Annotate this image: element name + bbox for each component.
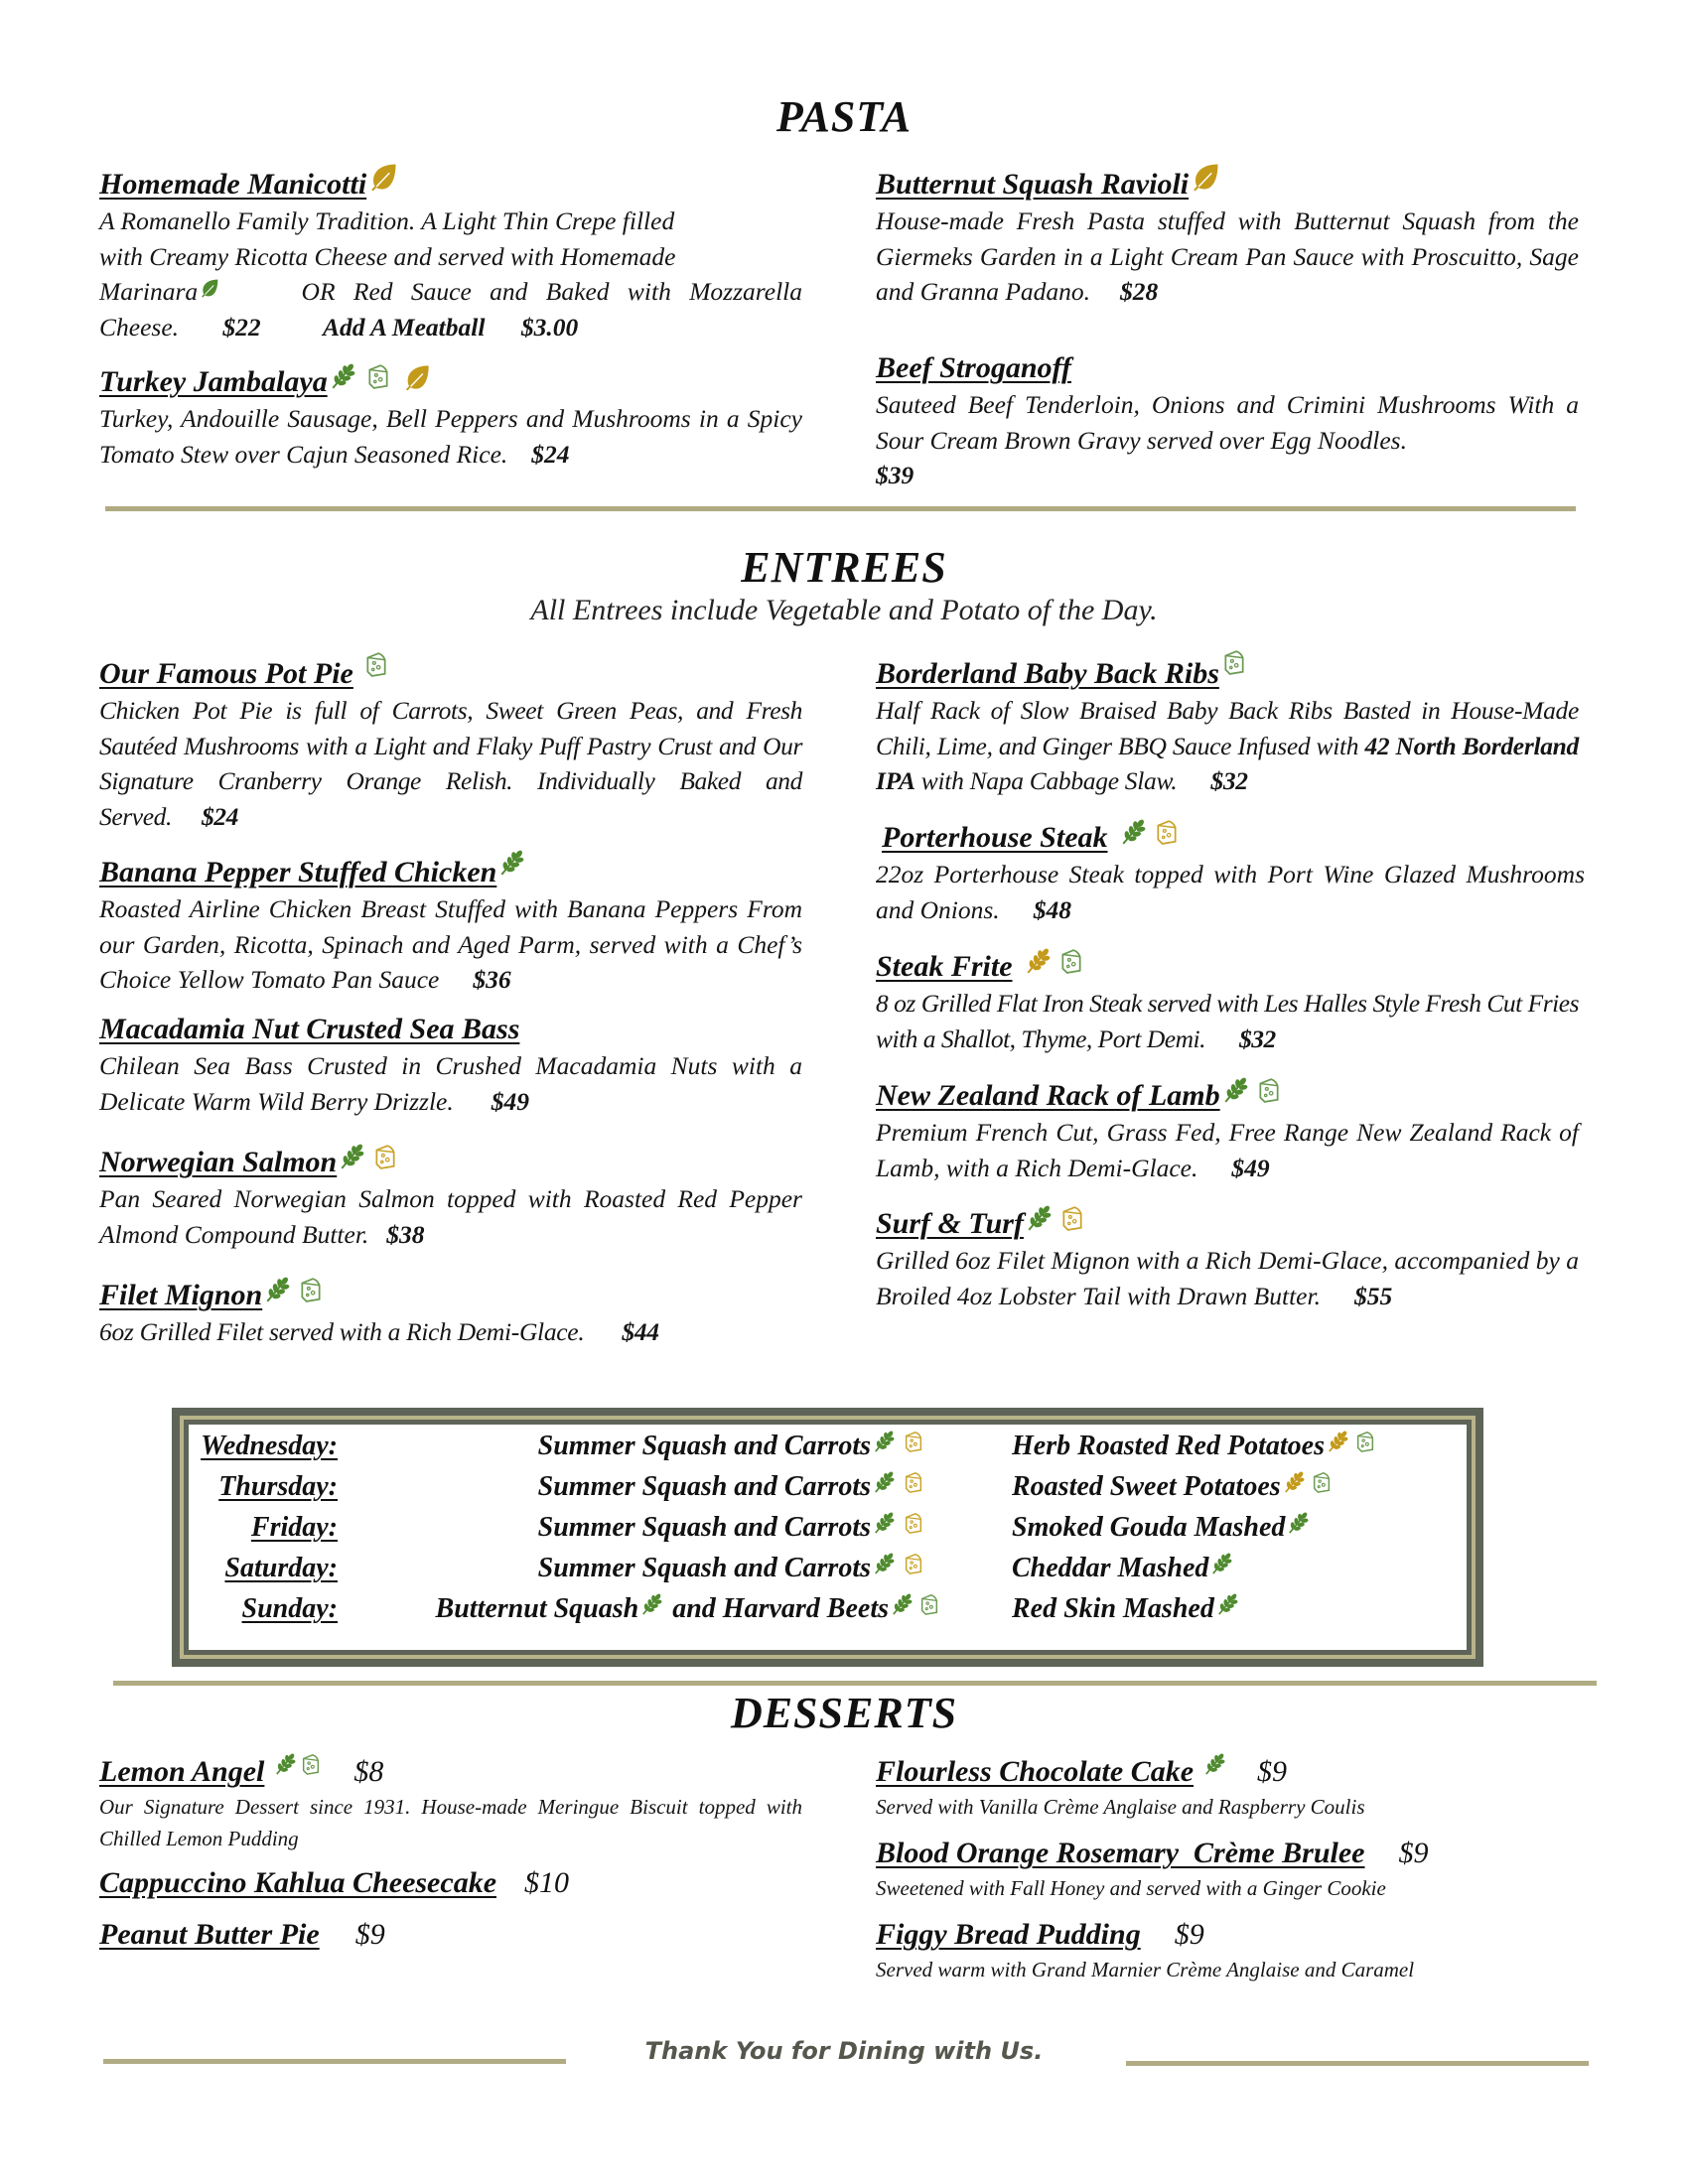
desc-text: Chicken Pot Pie is full of Carrots, Sweet Green Peas, and Fresh Sautéed Mushrooms with a Light and Flaky Puff Pastry Crust and Our Signature Cranberry Orange Relish. Individually Baked and Served. <box>99 696 802 831</box>
leaf-icon <box>1191 162 1220 192</box>
wheat-icon <box>498 850 524 876</box>
section-heading-desserts: DESSERTS <box>730 1689 958 1737</box>
item-price: $36 <box>473 965 511 994</box>
item-description <box>876 1115 1579 1185</box>
item-name: Butternut Squash Ravioli <box>876 168 1190 201</box>
desc-text: Pan Seared Norwegian Salmon topped with Roasted Red Pepper Almond Compound Butter. <box>99 1184 802 1249</box>
item-price: $9 <box>1398 1837 1429 1869</box>
item-description: Our Signature Dessert since 1931. House-made Meringue Biscuit topped with Chilled Lemon Pudding <box>99 1795 802 1850</box>
menu-item-porterhouse-steak <box>876 819 1585 927</box>
item-price: $32 <box>1210 766 1248 795</box>
item-name: Beef Stroganoff <box>876 351 1071 384</box>
item-description <box>876 857 1585 927</box>
item-description: Served warm with Grand Marnier Crème Anglaise and Caramel <box>876 1958 1415 1981</box>
wheat-icon <box>1025 948 1051 974</box>
wheat-icon <box>891 1593 913 1615</box>
item-price: $38 <box>386 1219 425 1249</box>
desc-text: Chilean Sea Bass Crusted in Crushed Macadamia Nuts with a Delicate Warm Wild Berry Drizzle. <box>99 1051 802 1116</box>
wheat-icon <box>1120 819 1146 845</box>
potato-name: Smoked Gouda Mashed <box>1012 1512 1286 1543</box>
potato-of-day <box>1012 1593 1238 1625</box>
potato-name: Herb Roasted Red Potatoes <box>1012 1431 1325 1461</box>
item-name: Cappuccino Kahlua Cheesecake <box>99 1866 497 1899</box>
desc-text: Turkey, Andouille Sausage, Bell Peppers and Mushrooms in a Spicy Tomato Stew over Cajun Seasoned Rice. <box>99 404 802 469</box>
cheese-icon <box>363 651 389 677</box>
desc-text: Sauteed Beef Tenderloin, Onions and Crimini Mushrooms With a Sour Cream Brown Gravy served over Egg Noodles. <box>876 390 1579 455</box>
vegetable-name: Summer Squash and Carrots <box>537 1471 871 1502</box>
desc-text: 22oz Porterhouse Steak topped with Port Wine Glazed Mushrooms and Onions. <box>876 860 1585 924</box>
item-description <box>876 693 1579 799</box>
menu-item-peanut-butter-pie <box>99 1916 802 1954</box>
entrees-subtitle: All Entrees include Vegetable and Potato of the Day. <box>530 594 1158 626</box>
item-name: Borderland Baby Back Ribs <box>876 657 1219 690</box>
item-description <box>99 401 802 472</box>
cheese-icon <box>1058 948 1084 974</box>
item-name: Steak Frite <box>876 950 1013 983</box>
item-price: $22 <box>222 312 261 341</box>
vegetable-of-day <box>538 1431 924 1462</box>
cheese-icon <box>903 1553 924 1574</box>
menu-item-blood-orange-rosemary-creme-brulee <box>876 1835 1579 1904</box>
desc-text: House-made Fresh Pasta stuffed with Butternut Squash from the Giermeks Garden in a Light Cream Pan Sauce with Proscuitto, Sage and Granna Padano. <box>876 206 1579 306</box>
item-price: $48 <box>1033 894 1071 924</box>
item-description: Sweetened with Fall Honey and served with a Ginger Cookie <box>876 1876 1386 1900</box>
vegetable-of-day <box>538 1471 924 1503</box>
cheese-icon <box>1059 1205 1085 1231</box>
cheese-icon <box>365 363 391 389</box>
menu-item-beef-stroganoff <box>876 349 1579 493</box>
potato-name: Red Skin Mashed <box>1012 1593 1214 1624</box>
item-name: Turkey Jambalaya <box>99 365 328 398</box>
desc-line <box>99 310 802 345</box>
item-price: $49 <box>1231 1153 1270 1182</box>
wheat-icon <box>274 1753 296 1775</box>
sides-row-friday <box>189 1512 1467 1552</box>
desc-fragment: Cheese. <box>99 312 180 341</box>
menu-item-new-zealand-rack-of-lamb <box>876 1077 1579 1185</box>
vegetable-name: Butternut Squash <box>435 1593 639 1624</box>
wheat-icon <box>1287 1512 1309 1534</box>
wheat-icon <box>1026 1205 1052 1231</box>
addon-price: $3.00 <box>520 312 579 341</box>
wheat-icon <box>1222 1077 1248 1103</box>
item-description <box>99 693 802 834</box>
wheat-icon <box>1216 1593 1238 1615</box>
wheat-icon <box>640 1593 662 1615</box>
wheat-icon <box>873 1431 895 1452</box>
wheat-icon <box>1210 1553 1232 1574</box>
wheat-icon <box>1327 1431 1348 1452</box>
item-price: $8 <box>353 1755 384 1788</box>
wheat-icon <box>1283 1471 1305 1493</box>
wheat-icon <box>339 1144 364 1169</box>
item-name: Blood Orange Rosemary Crème Brulee <box>876 1837 1365 1869</box>
item-name: Peanut Butter Pie <box>99 1918 320 1951</box>
cheese-icon <box>903 1471 924 1493</box>
item-description <box>876 387 1579 493</box>
day-label: Sunday: <box>241 1593 338 1624</box>
day-label: Wednesday: <box>201 1431 338 1461</box>
desc-fragment: OR Red Sauce and Baked with Mozzarella <box>301 277 802 306</box>
desc-line: with Creamy Ricotta Cheese and served with Homemade <box>99 241 676 271</box>
menu-item-cappuccino-kahlua-cheesecake <box>99 1864 802 1902</box>
sides-row-wednesday <box>189 1431 1467 1470</box>
item-price: $39 <box>876 461 914 489</box>
cheese-icon <box>903 1512 924 1534</box>
vegetable-name: Summer Squash and Carrots <box>537 1512 871 1543</box>
item-price: $9 <box>354 1918 385 1951</box>
cheese-icon <box>372 1144 398 1169</box>
item-price: $55 <box>1353 1281 1393 1310</box>
cheese-icon <box>1256 1077 1282 1103</box>
item-name: Figgy Bread Pudding <box>876 1918 1141 1951</box>
cheese-icon <box>918 1593 940 1615</box>
sides-row-thursday <box>189 1471 1467 1511</box>
item-name: Porterhouse Steak <box>882 821 1108 854</box>
vegetable-name: and Harvard Beets <box>672 1593 889 1624</box>
desc-text: Grilled 6oz Filet Mignon with a Rich Demi-Glace, accompanied by a Broiled 4oz Lobster Tail with Drawn Butter. <box>876 1246 1579 1310</box>
leaf-icon <box>368 162 398 192</box>
wheat-icon <box>873 1553 895 1574</box>
item-name: Norwegian Salmon <box>99 1146 338 1178</box>
item-price: $32 <box>1238 1024 1276 1053</box>
menu-item-banana-pepper-stuffed-chicken <box>99 854 802 998</box>
menu-item-butternut-squash-ravioli <box>876 166 1579 310</box>
wheat-icon <box>1203 1753 1225 1775</box>
potato-name: Roasted Sweet Potatoes <box>1012 1471 1281 1502</box>
menu-item-surf-and-turf <box>876 1205 1579 1313</box>
item-description <box>99 1181 802 1252</box>
wheat-icon <box>264 1277 290 1302</box>
item-description <box>876 986 1579 1056</box>
item-name: Banana Pepper Stuffed Chicken <box>99 856 497 888</box>
item-description <box>99 1314 802 1350</box>
wheat-icon <box>873 1512 895 1534</box>
cheese-icon <box>1221 649 1247 675</box>
cheese-icon <box>1354 1431 1376 1452</box>
cheese-icon <box>1311 1471 1333 1493</box>
vegetable-name: Summer Squash and Carrots <box>537 1431 871 1461</box>
vegetable-name: Summer Squash and Carrots <box>537 1553 871 1583</box>
section-heading-pasta: PASTA <box>775 92 913 141</box>
daily-sides-table <box>189 1425 1467 1650</box>
desc-fragment: Marinara <box>99 277 199 306</box>
cheese-icon <box>1154 819 1180 845</box>
cheese-icon <box>903 1431 924 1452</box>
item-description <box>99 891 802 998</box>
menu-item-steak-frite <box>876 948 1579 1056</box>
daily-sides-box <box>172 1408 1483 1667</box>
item-name: Our Famous Pot Pie <box>99 657 353 690</box>
leaf-icon <box>403 363 431 391</box>
item-description <box>876 1243 1579 1313</box>
vegetable-of-day <box>538 1553 924 1584</box>
item-description <box>876 204 1579 310</box>
menu-item-macadamia-nut-crusted-sea-bass <box>99 1011 802 1119</box>
menu-item-turkey-jambalaya <box>99 363 802 472</box>
potato-name: Cheddar Mashed <box>1012 1553 1209 1583</box>
day-label: Thursday: <box>218 1471 338 1502</box>
item-name: Filet Mignon <box>99 1279 263 1311</box>
potato-of-day <box>1012 1553 1232 1584</box>
vegetable-of-day <box>538 1512 924 1544</box>
desc-text: Roasted Airline Chicken Breast Stuffed with Banana Peppers From our Garden, Ricotta, Spinach and Aged Parm, served with a Chef’s Choice Yellow Tomato Pan Sauce <box>99 894 802 994</box>
desc-line: A Romanello Family Tradition. A Light Thin Crepe filled <box>99 206 675 235</box>
item-price: $24 <box>531 439 570 469</box>
item-name: New Zealand Rack of Lamb <box>876 1079 1220 1112</box>
desc-text: with Napa Cabbage Slaw. <box>920 766 1178 795</box>
menu-item-norwegian-salmon <box>99 1144 802 1252</box>
sides-row-saturday <box>189 1553 1467 1592</box>
menu-item-borderland-baby-back-ribs <box>876 655 1579 799</box>
item-name: Macadamia Nut Crusted Sea Bass <box>99 1013 520 1045</box>
sides-row-sunday <box>189 1593 1467 1633</box>
menu-item-filet-mignon <box>99 1277 802 1350</box>
item-name: Lemon Angel <box>99 1755 265 1788</box>
menu-item-homemade-manicotti <box>99 166 802 344</box>
day-label: Saturday: <box>224 1553 338 1583</box>
item-description <box>99 204 802 344</box>
item-name: Flourless Chocolate Cake <box>876 1755 1195 1788</box>
item-price: $44 <box>622 1317 659 1346</box>
wheat-icon <box>873 1471 895 1493</box>
item-price: $49 <box>491 1086 529 1116</box>
desc-text: Premium French Cut, Grass Fed, Free Range New Zealand Rack of Lamb, with a Rich Demi-Glace. <box>876 1118 1579 1182</box>
wheat-icon <box>330 363 355 389</box>
beer-name: 42 North Borderland IPA <box>876 731 1580 795</box>
menu-item-our-famous-pot-pie <box>99 655 802 834</box>
item-price: $10 <box>524 1866 570 1899</box>
item-price: $9 <box>1257 1755 1288 1788</box>
section-divider <box>105 506 1576 511</box>
item-description <box>99 1048 802 1119</box>
item-description: Served with Vanilla Crème Anglaise and Raspberry Coulis <box>876 1795 1365 1819</box>
item-price: $28 <box>1120 277 1159 306</box>
addon-label: Add A Meatball <box>323 312 486 341</box>
item-price: $9 <box>1174 1918 1204 1951</box>
section-divider <box>113 1681 1597 1686</box>
desc-line <box>99 274 802 310</box>
potato-of-day <box>1012 1512 1309 1544</box>
desc-text: 6oz Grilled Filet served with a Rich Demi-Glace. <box>99 1317 585 1346</box>
leaf-icon <box>200 278 219 298</box>
day-label: Friday: <box>250 1512 338 1543</box>
item-name: Homemade Manicotti <box>99 168 367 201</box>
menu-item-figgy-bread-pudding <box>876 1916 1579 1985</box>
potato-of-day <box>1012 1431 1376 1462</box>
desc-text: Half Rack of Slow Braised Baby Back Ribs Basted in House-Made Chili, Lime, and Ginger BBQ Sauce Infused with <box>876 696 1579 760</box>
menu-item-flourless-chocolate-cake <box>876 1753 1579 1823</box>
cheese-icon <box>300 1753 322 1775</box>
footer-thank-you: Thank You for Dining with Us. <box>644 2037 1044 2065</box>
cheese-icon <box>298 1277 324 1302</box>
potato-of-day <box>1012 1471 1333 1503</box>
item-name: Surf & Turf <box>876 1207 1024 1240</box>
item-price: $24 <box>201 801 239 831</box>
desc-text: 8 oz Grilled Flat Iron Steak served with Les Halles Style Fresh Cut Fries with a Shallot, Thyme, Port Demi. <box>876 989 1579 1053</box>
section-heading-entrees: ENTREES <box>741 543 947 592</box>
vegetable-of-day <box>436 1593 940 1625</box>
menu-item-lemon-angel <box>99 1753 802 1854</box>
